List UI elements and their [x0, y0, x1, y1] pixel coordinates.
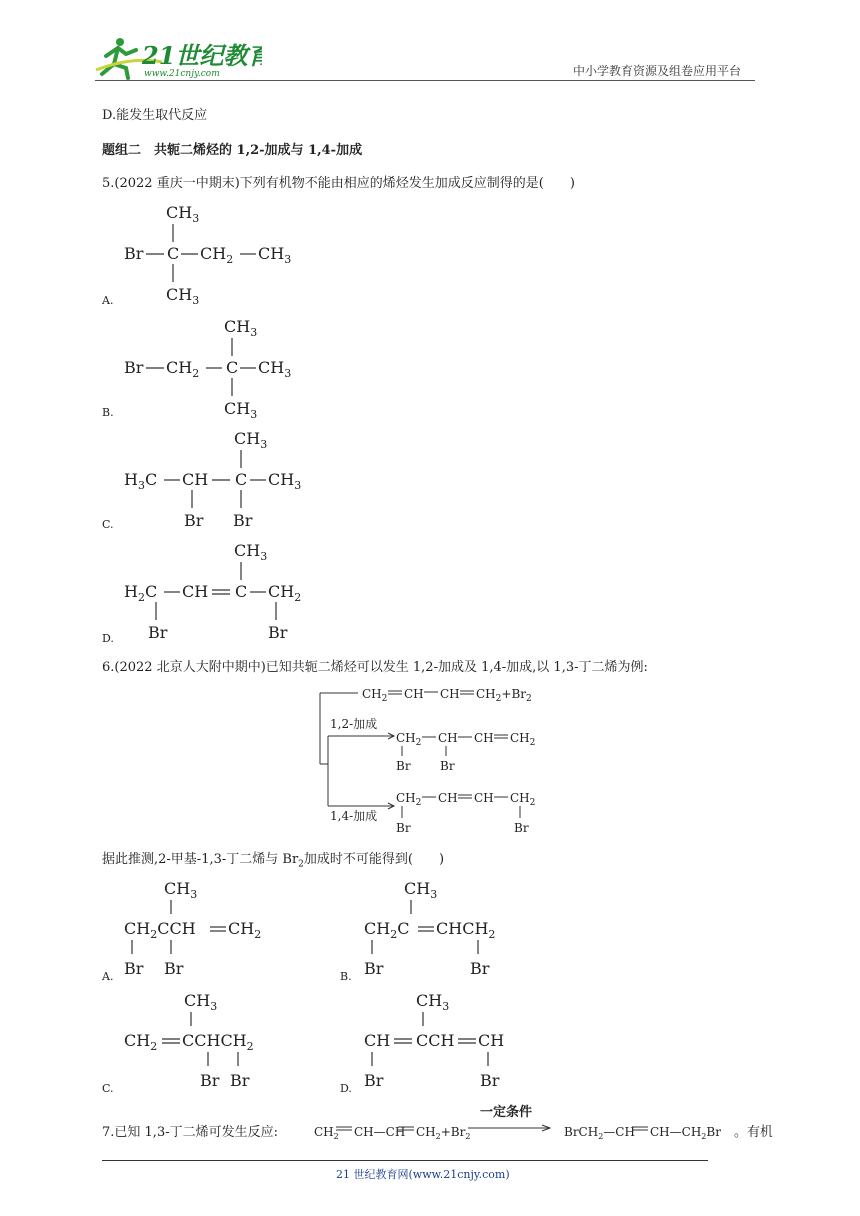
logo-brand: 21世纪教育 — [142, 41, 262, 70]
svg-text:C: C — [235, 470, 248, 489]
svg-text:CH: CH — [438, 791, 458, 805]
svg-text:CH2: $CH_2$ — [510, 731, 536, 748]
logo-icon — [92, 34, 262, 80]
svg-text:Br: Br — [514, 821, 529, 835]
q5-option-d-label[interactable]: D. — [102, 632, 114, 645]
logo-url: www.21cnjy.com — [144, 69, 220, 79]
svg-text:C: C — [226, 358, 239, 377]
header-rule — [95, 80, 755, 81]
svg-text:CH—CH2Br: $CH—CH_2Br$ — [650, 1125, 721, 1141]
section-heading: 题组二 共轭二烯烃的 1,2-加成与 1,4-加成 — [102, 143, 363, 158]
svg-text:CH3: $CH_3$ — [258, 244, 292, 266]
svg-text:CH3: $CH_3$ — [224, 317, 258, 339]
q6-option-b-label[interactable]: B. — [340, 970, 352, 983]
svg-text:CH: CH — [364, 1031, 391, 1050]
svg-text:Br: Br — [268, 623, 288, 642]
question-5: 5.(2022 重庆一中期末)下列有机物不能由相应的烯烃发生加成反应制得的是( ) — [102, 176, 575, 191]
q5-option-c-label[interactable]: C. — [102, 518, 114, 531]
svg-text:CH2: $CH_2$ — [166, 358, 200, 380]
svg-text:BrCH2—CH: BrCH$_2$—CH — [564, 1125, 635, 1141]
svg-text:C: C — [167, 244, 180, 263]
svg-text:Br: Br — [480, 1071, 500, 1090]
svg-text:CH—CH: CH—CH — [354, 1125, 406, 1139]
svg-text:Br: Br — [364, 1071, 384, 1090]
svg-text:CH3: $CH_3$ — [404, 879, 438, 901]
q6-option-a-structure — [120, 874, 290, 988]
question-6: 6.(2022 北京人大附中期中)已知共轭二烯烃可以发生 1,2-加成及 1,4-加成,以 1,3-丁二烯为例: — [102, 660, 648, 675]
svg-text:CCHCH2: $CCHCH_2$ — [182, 1031, 254, 1053]
svg-text:Br: Br — [233, 511, 253, 530]
svg-text:CH: CH — [404, 687, 424, 701]
question-7 — [102, 1098, 772, 1148]
q6-option-c-label[interactable]: C. — [102, 1082, 114, 1095]
q5-option-c-structure — [120, 424, 320, 538]
svg-text:CH3: $CH_3$ — [234, 429, 268, 451]
svg-text:Br: Br — [164, 959, 184, 978]
svg-text:H3C: $H_3C$ — [124, 470, 158, 492]
svg-text:Br: Br — [396, 821, 411, 835]
svg-text:CH3: $CH_3$ — [164, 879, 198, 901]
svg-text:CH: CH — [438, 731, 458, 745]
svg-text:CH2+Br2: $CH_2+Br_2$ — [476, 687, 532, 704]
svg-text:CH: CH — [182, 582, 209, 601]
question-6-prompt: 据此推测,2-甲基-1,3-丁二烯与 $Br_2$加成时不可能得到( ) — [102, 852, 445, 870]
svg-text:CH3: $CH_3$ — [416, 991, 450, 1013]
svg-text:CH2CCH: $CH_2CCH$ — [124, 919, 196, 941]
q6-option-b-structure — [360, 874, 530, 988]
question-7-suffix: 。有机 — [734, 1125, 772, 1140]
label-1-4-addition: 1,4-加成 — [330, 809, 378, 823]
svg-text:CH3: $CH_3$ — [258, 358, 292, 380]
svg-text:Br: Br — [200, 1071, 220, 1090]
svg-text:CH2: $CH_2$ — [362, 687, 388, 704]
reaction-scheme — [310, 680, 570, 844]
logo — [92, 34, 262, 80]
svg-text:CH2: $CH_2$ — [124, 1031, 158, 1053]
svg-text:CH: CH — [440, 687, 460, 701]
svg-text:Br: Br — [230, 1071, 250, 1090]
svg-text:Br: Br — [184, 511, 204, 530]
svg-text:CH: CH — [474, 731, 494, 745]
svg-text:CH: CH — [478, 1031, 505, 1050]
svg-text:CH3: $CH_3$ — [166, 203, 200, 225]
svg-text:CH3: $CH_3$ — [224, 399, 258, 421]
svg-text:CH2: $CH_2$ — [396, 731, 422, 748]
q5-option-d-structure — [120, 536, 320, 650]
svg-text:C: C — [235, 582, 248, 601]
svg-text:CH3: $CH_3$ — [268, 470, 302, 492]
svg-text:CH2: $CH_2$ — [396, 791, 422, 808]
q5-option-b-label[interactable]: B. — [102, 406, 114, 419]
q6-option-d-label[interactable]: D. — [340, 1082, 352, 1095]
header-platform-text: 中小学教育资源及组卷应用平台 — [573, 64, 742, 78]
svg-text:CH3: $CH_3$ — [184, 991, 218, 1013]
svg-text:CH: CH — [474, 791, 494, 805]
svg-text:CH2: $CH_2$ — [200, 244, 234, 266]
svg-text:Br: Br — [124, 244, 144, 263]
footer-rule — [102, 1160, 708, 1161]
option-d-text: D.能发生取代反应 — [102, 108, 208, 123]
reaction-condition: 一定条件 — [480, 1105, 533, 1120]
label-1-2-addition: 1,2-加成 — [330, 717, 378, 731]
svg-text:Br: Br — [124, 358, 144, 377]
svg-text:CH2: $CH_2$ — [510, 791, 536, 808]
question-7-prefix: 7.已知 1,3-丁二烯可发生反应: — [102, 1125, 278, 1140]
svg-text:CH2: $CH_2$ — [268, 582, 302, 604]
svg-text:CH2: $CH_2$ — [314, 1125, 339, 1141]
svg-text:CH2: $CH_2$ — [228, 919, 262, 941]
svg-text:CH2C: $CH_2C$ — [364, 919, 410, 941]
svg-text:CH2+Br2: $CH_2+Br_2$ — [416, 1125, 471, 1141]
q6-option-a-label[interactable]: A. — [102, 970, 114, 983]
q5-option-b-structure — [120, 312, 320, 426]
svg-text:CHCH2: $CHCH_2$ — [436, 919, 496, 941]
svg-text:Br: Br — [470, 959, 490, 978]
svg-text:Br: Br — [396, 759, 411, 773]
svg-text:Br: Br — [124, 959, 144, 978]
svg-text:CH: CH — [182, 470, 209, 489]
svg-text:CH3: $CH_3$ — [166, 285, 200, 307]
q5-option-a-label[interactable]: A. — [102, 294, 114, 307]
q5-option-a-structure — [120, 198, 320, 312]
svg-text:Br: Br — [364, 959, 384, 978]
svg-text:Br: Br — [148, 623, 168, 642]
svg-text:CCH: CCH — [416, 1031, 455, 1050]
footer-text: 21 世纪教育网(www.21cnjy.com) — [336, 1168, 510, 1181]
svg-text:H2C: $H_2C$ — [124, 582, 158, 604]
svg-text:Br: Br — [440, 759, 455, 773]
svg-text:CH3: $CH_3$ — [234, 541, 268, 563]
q6-option-c-structure — [120, 986, 290, 1100]
q6-option-d-structure — [360, 986, 530, 1100]
